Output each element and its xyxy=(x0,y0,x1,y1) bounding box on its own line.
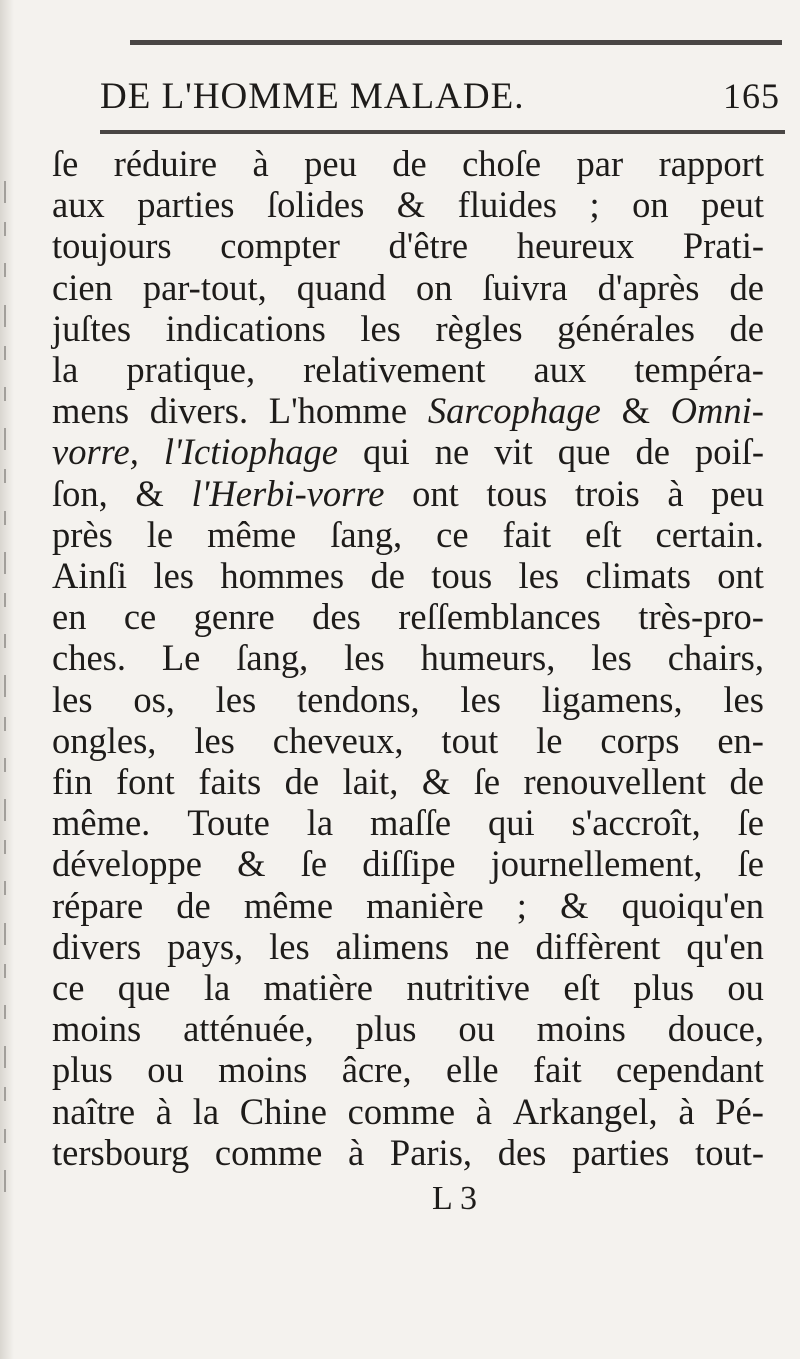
text-line: vorre, l'Ictiophage qui ne vit que de poiſ- xyxy=(52,431,764,473)
gutter-mark xyxy=(4,675,6,697)
text-line: ongles, les cheveux, tout le corps en- xyxy=(52,719,764,761)
running-title: DE L'HOMME MALADE. xyxy=(100,76,525,117)
gutter-mark xyxy=(4,222,6,236)
gutter-mark xyxy=(4,634,6,648)
page-header xyxy=(100,75,780,125)
gutter-mark xyxy=(4,758,6,772)
gutter-mark xyxy=(4,923,6,945)
text-line: Ainſi les hommes de tous les climats ont xyxy=(52,555,764,596)
page-number: 165 xyxy=(723,76,780,116)
gutter-mark xyxy=(4,428,6,450)
gutter-mark xyxy=(4,1046,6,1068)
top-rule xyxy=(130,40,782,45)
text-line: fin font faits de lait, & ſe renouvellent de xyxy=(52,761,764,802)
text-line: aux parties ſolides & fluides ; on peut xyxy=(52,184,764,226)
gutter-mark xyxy=(4,1129,6,1143)
gutter-mark xyxy=(4,263,6,277)
text-line: ches. Le ſang, les humeurs, les chairs, xyxy=(52,637,764,679)
gutter-mark xyxy=(4,1170,6,1192)
gutter-mark xyxy=(4,469,6,483)
text-line: juſtes indications les règles générales de xyxy=(52,307,764,349)
catchword: L 3 xyxy=(432,1180,478,1217)
text-line: toujours compter d'être heureux Prati- xyxy=(52,225,764,267)
text-line: plus ou moins âcre, elle fait cependant xyxy=(52,1049,764,1091)
text-line: même. Toute la maſſe qui s'accroît, ſe xyxy=(52,802,764,844)
gutter-mark xyxy=(4,346,6,360)
text-line: divers pays, les alimens ne diffèrent qu'en xyxy=(52,925,764,967)
gutter-mark xyxy=(4,552,6,574)
text-line: tersbourg comme à Paris, des parties tout- xyxy=(52,1131,764,1173)
gutter-mark xyxy=(4,881,6,895)
gutter-mark xyxy=(4,840,6,854)
gutter-mark xyxy=(4,181,6,203)
text-line: la pratique, relativement aux tempéra- xyxy=(52,349,764,390)
text-line: ſon, & l'Herbi-vorre ont tous trois à peu xyxy=(52,472,764,514)
gutter-mark xyxy=(4,387,6,401)
gutter-mark xyxy=(4,1005,6,1019)
text-line: les os, les tendons, les ligamens, les xyxy=(52,678,764,720)
gutter-mark xyxy=(4,593,6,607)
text-line: naître à la Chine comme à Arkangel, à Pé- xyxy=(52,1090,764,1132)
text-line: répare de même manière ; & quoiqu'en xyxy=(52,884,764,926)
text-line: en ce genre des reſſemblances très-pro- xyxy=(52,596,764,638)
gutter-mark xyxy=(4,799,6,821)
text-line: mens divers. L'homme Sarcophage & Omni- xyxy=(52,390,764,432)
header-rule xyxy=(100,130,785,134)
text-line: près le même ſang, ce fait eſt certain. xyxy=(52,513,764,555)
text-line: cien par-tout, quand on ſuivra d'après de xyxy=(52,266,764,308)
gutter-marks xyxy=(2,175,12,1135)
gutter-mark xyxy=(4,964,6,978)
gutter-mark xyxy=(4,1087,6,1101)
text-line: ce que la matière nutritive eſt plus ou xyxy=(52,967,764,1008)
text-line: moins atténuée, plus ou moins douce, xyxy=(52,1008,764,1050)
gutter-mark xyxy=(4,305,6,327)
gutter-mark xyxy=(4,511,6,525)
text-line: développe & ſe diſſipe journellement, ſe xyxy=(52,843,764,885)
text-line: ſe réduire à peu de choſe par rapport xyxy=(52,143,764,184)
gutter-mark xyxy=(4,717,6,731)
